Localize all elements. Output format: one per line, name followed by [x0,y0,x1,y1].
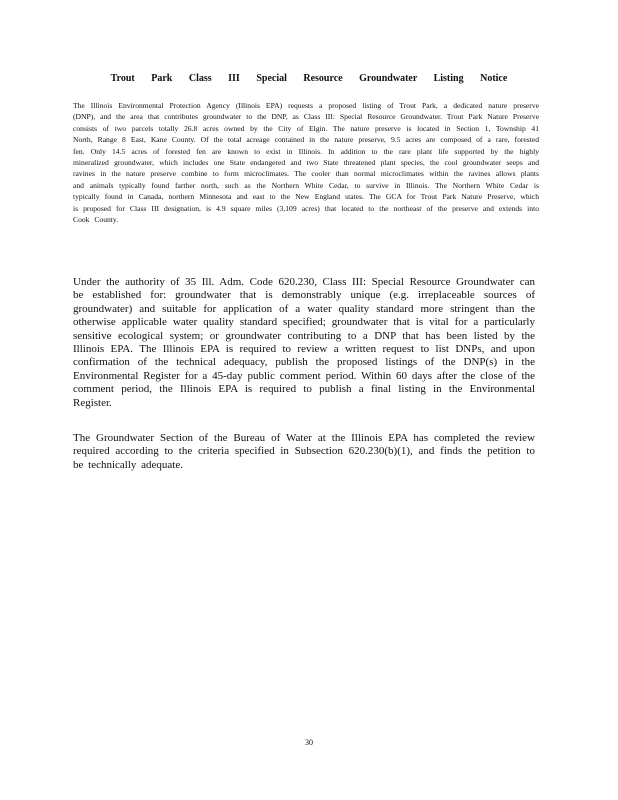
document-title: Trout Park Class III Special Resource Groundwater Listing Notice [110,73,508,84]
page-number: 30 [305,738,313,747]
intro-paragraph: The Illinois Environmental Protection Agency (Illinois EPA) requests a proposed listing of Trout Park, a dedicated nature preserve (DNP), and the area that contributes groundwater to the DNP, as Class III: Special Resource Groundwater. Trout Park Nature Preserve consists of two parcels totally 26.8 acres owned by the City of Elgin. The nature preserve is located in Section 1, Township 41 North, Range 8 East, Kane County. Of the total acreage contained in the nature preserve, 9.5 acres are composed of a rare, forested fen. Only 14.5 acres of forested fen are known to exist in Illinois. In addition to the rare plant life supported by the highly mineralized groundwater, which includes one State endangered and two State threatened plant species, the cool groundwater seeps and ravines in the nature preserve combine to form microclimates. The cooler than normal microclimates within the ravines allows plants and animals typically found farther north, such as the Northern White Cedar, to survive in Illinois. The Northern White Cedar is typically found in Canada, northern Minnesota and east to the New England states. The GCA for Trout Park Nature Preserve, which is proposed for Class III designation, is 4.9 square miles (3,109 acres) that located to the northeast of the preserve and extends into Cook County. [73,101,539,225]
body-paragraph-authority: Under the authority of 35 Ill. Adm. Code 620.230, Class III: Special Resource Groundwater can be established for: groundwater that is demonstrably unique (e.g. irreplaceable sources of groundwater) and suitable for application of a water quality standard more stringent than the otherwise applicable water quality standard specified; groundwater that is vital for a particularly sensitive ecological system; or groundwater contributing to a DNP that has been listed by the Illinois EPA. The Illinois EPA is required to review a written request to list DNPs, and upon confirmation of the technical adequacy, publish the proposed listings of the DNP(s) in the Environmental Register for a 45-day public comment period. Within 60 days after the close of the comment period, the Illinois EPA is required to publish a final listing in the Environmental Register. [73,276,535,409]
body-paragraph-conclusion: The Groundwater Section of the Bureau of Water at the Illinois EPA has completed the review required according to the criteria specified in Subsection 620.230(b)(1), and finds the petition to be technically adequate. [73,432,535,471]
